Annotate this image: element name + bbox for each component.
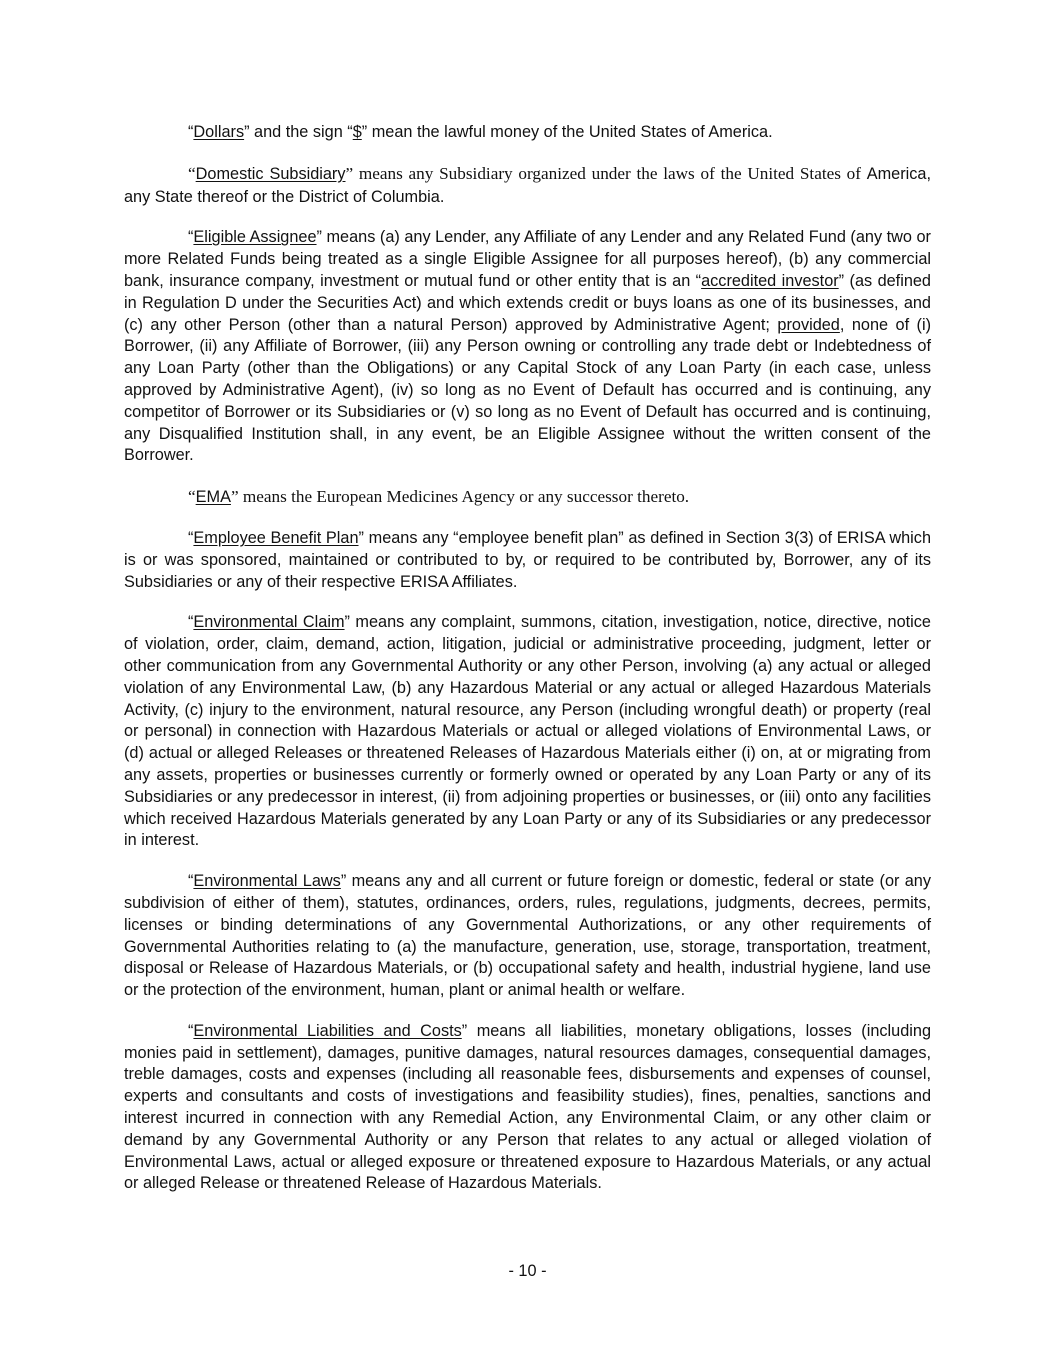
body-text: “ (188, 872, 194, 891)
definition-environmental-claim (124, 612, 931, 852)
body-text: “ (188, 163, 196, 183)
defined-term: Domestic Subsidiary (195, 164, 346, 183)
definition-ema (124, 486, 931, 509)
body-text: ” means any Subsidiary organized under the laws of the United States of (345, 163, 867, 183)
defined-term: Environmental Laws (193, 872, 341, 891)
definition-environmental-liabilities-and-costs (124, 1021, 931, 1195)
defined-term: EMA (195, 488, 231, 507)
body-text: “ (188, 528, 194, 547)
body-text: “ (188, 123, 194, 141)
body-text: ” means the European Medicines Agency or any successor thereto. (230, 487, 690, 507)
underlined-text: provided (777, 315, 840, 334)
body-text: ” means any complaint, summons, citation, investigation, notice, directive, notice of violation, order, claim, demand, action, litigation, judicial or administrative proceeding, judgment, letter or other communication from any Governmental Authority or any other Person, involving (a) any actual or alleged violation of any Environmental Law, (b) any Hazardous Material or any actual or alleged Hazardous Materials Activity, (c) injury to the environment, natural resource, any Person (including wrongful death) or property (real or personal) in connection with Hazardous Materials or actual or alleged violations of Environmental Laws, or (d) actual or alleged Releases or threatened Releases of Hazardous Materials either (i) on, at or migrating from any assets, properties or businesses currently or formerly owned or operated by any Loan Party or any of its Subsidiaries or any predecessor in interest, (ii) from adjoining properties or businesses, or (iii) onto any facilities which received Hazardous Materials generated by any Loan Party or any of its Subsidiaries or any predecessor in interest. (124, 613, 931, 850)
defined-term: Environmental Liabilities and Costs (193, 1021, 462, 1040)
body-text: ” means (a) any Lender, any Affiliate of any Lender and any Related Fund (any two or more Related Funds being treated as a single Eligible Assignee for all purposes hereof), (b) any commercial bank, insurance company, investment or mutual fund or other entity that is an “ (124, 228, 931, 290)
body-text: ” means all liabilities, monetary obligations, losses (including monies paid in settlement), damages, punitive damages, natural resources damages, consequential damages, treble damages, costs and expenses (including all reasonable fees, disbursements and expenses of counsel, experts and consultants and costs of investigations and feasibility studies), fines, penalties, sanctions and interest incurred in connection with any Remedial Action, any Environmental Claim, or any other claim or demand by any Governmental Authority or any Person that relates to any actual or alleged violation of Environmental Laws, actual or alleged exposure or threatened exposure to Hazardous Materials, or any actual or alleged Release or threatened Release of Hazardous Materials. (124, 1021, 931, 1193)
body-text: ” (as defined in Regulation D under the Securities Act) and which extends credit or buys loans as one of its businesses, and (c) any other Person (other than a natural Person) approved by Administrative Agent; (124, 271, 931, 334)
page-number: - 10 - (508, 1262, 547, 1280)
defined-term: Environmental Claim (193, 613, 345, 632)
document-page (124, 112, 931, 1214)
body-text: “ (188, 613, 194, 632)
defined-term: Employee Benefit Plan (193, 528, 359, 547)
body-text: America, any State thereof or the District of Columbia. (124, 164, 931, 206)
definition-eligible-assignee (124, 227, 931, 467)
definition-employee-benefit-plan (124, 528, 931, 593)
underlined-text: accredited investor (701, 271, 839, 290)
body-text: ” and the sign “ (244, 123, 353, 141)
definition-domestic-subsidiary (124, 163, 931, 209)
defined-term: Dollars (193, 123, 245, 141)
body-text: ” means any “employee benefit plan” as defined in Section 3(3) of ERISA which is or was sponsored, maintained or contributed to by, or required to be contributed by, Borrower, any of its Subsidiaries or any of their respective ERISA Affiliates. (124, 528, 931, 591)
definition-environmental-laws (124, 871, 931, 1002)
definition-dollars (124, 122, 931, 144)
body-text: “ (188, 228, 194, 247)
body-text: “ (188, 1021, 194, 1040)
body-text: ” means any and all current or future foreign or domestic, federal or state (or any subdivision of either of them), statutes, ordinances, orders, rules, regulations, judgments, decrees, permits, licenses or binding determinations of any Governmental Authorizations, or any other requirements of Governmental Authorities relating to (a) the manufacture, generation, use, storage, transportation, treatment, disposal or Release of Hazardous Materials, or (b) occupational safety and health, industrial hygiene, land use or the protection of the environment, human, plant or animal health or welfare. (124, 872, 931, 1000)
body-text: , none of (i) Borrower, (ii) any Affiliate of Borrower, (iii) any Person owning or controlling any trade debt or Indebtedness of any Loan Party (other than the Obligations) or any Capital Stock of any Loan Party (in each case, unless approved by Administrative Agent), (iv) so long as no Event of Default has occurred and is continuing, any competitor of Borrower or its Subsidiaries or (v) so long as no Event of Default has occurred and is continuing, any Disqualified Institution shall, in any event, be an Eligible Assignee without the written consent of the Borrower. (124, 315, 931, 465)
defined-term: Eligible Assignee (193, 228, 317, 247)
body-text: ” mean the lawful money of the United States of America. (361, 123, 773, 141)
body-text: “ (188, 487, 196, 507)
underlined-text: $ (352, 123, 362, 141)
